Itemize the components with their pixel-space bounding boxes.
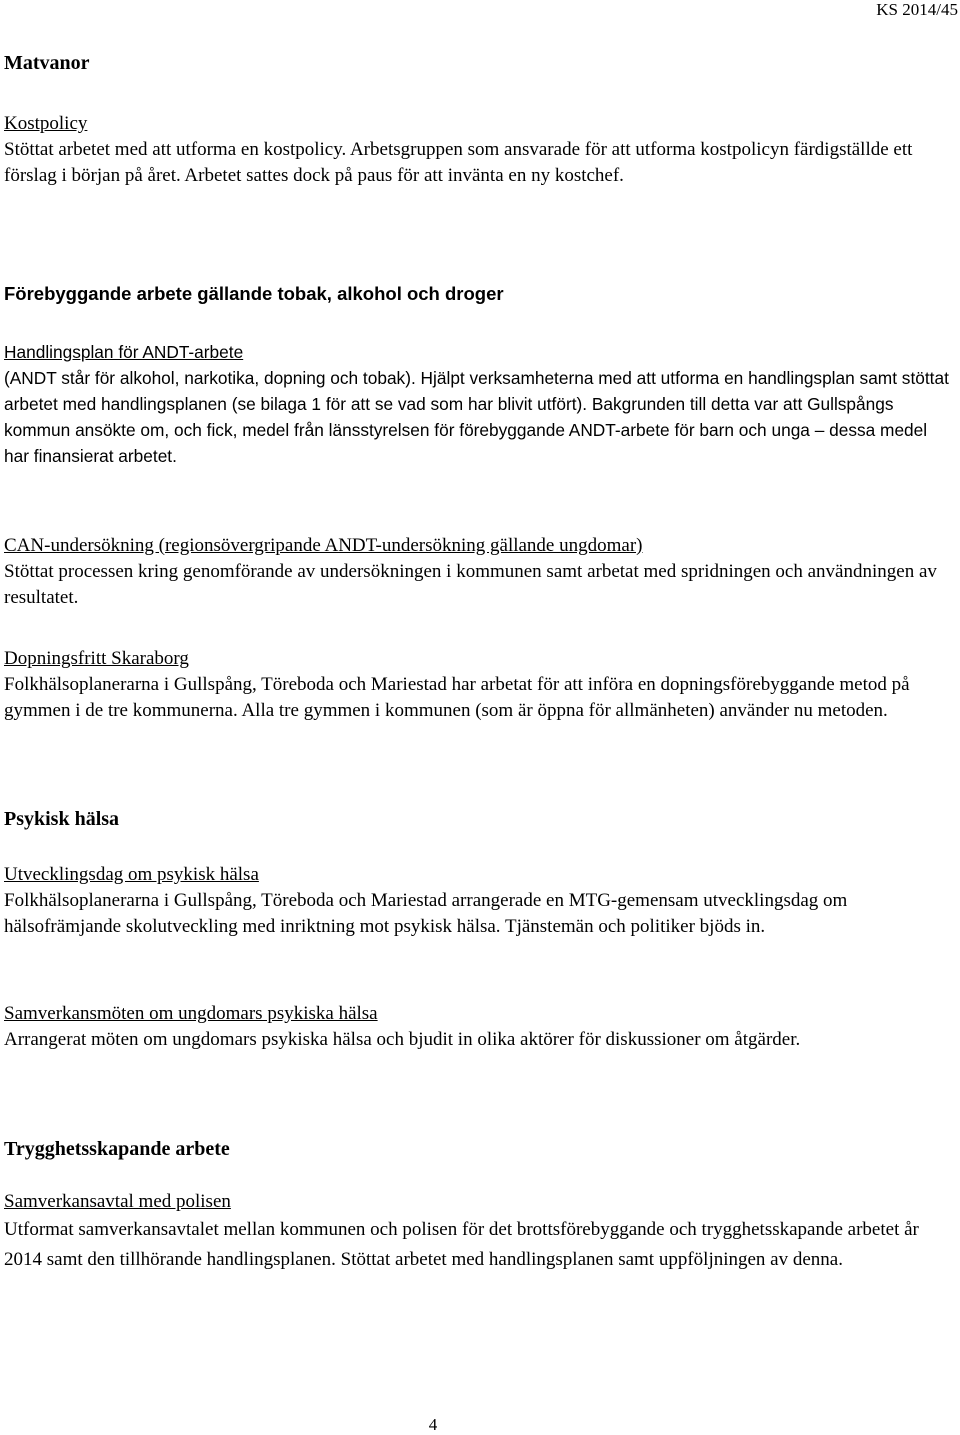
section-andt	[4, 281, 954, 469]
heading-matvanor: Matvanor	[4, 52, 90, 74]
subheading-dopning: Dopningsfritt Skaraborg	[4, 648, 189, 669]
section-utvecklingsdag	[4, 862, 954, 940]
subheading-utvecklingsdag: Utvecklingsdag om psykisk hälsa	[4, 864, 259, 885]
page-number: 4	[428, 1415, 438, 1434]
heading-psykisk-halsa: Psykisk hälsa	[4, 808, 120, 830]
heading-andt: Förebyggande arbete gällande tobak, alkohol och droger	[4, 283, 504, 304]
subheading-kostpolicy: Kostpolicy	[4, 113, 88, 134]
paragraph-samverkansavtal: Utformat samverkansavtalet mellan kommunen och polisen för det brottsförebyggande och trygghetsskapande arbetet år 2014 samt den tillhörande handlingsplanen. Stöttat arbetet med handlingsplanen samt uppföljningen av denna.	[4, 1219, 919, 1270]
paragraph-samverkansmoten: Arrangerat möten om ungdomars psykiska hälsa och bjudit in olika aktörer för diskussioner om åtgärder.	[4, 1029, 801, 1050]
document-reference: KS 2014/45	[876, 0, 958, 19]
paragraph-kostpolicy: Stöttat arbetet med att utforma en kostpolicy. Arbetsgruppen som ansvarade för att utforma kostpolicyn färdigställde ett förslag i början på året. Arbetet sattes dock på paus för att invänta en ny kostchef.	[4, 139, 913, 186]
section-samverkansmoten	[4, 1001, 954, 1053]
paragraph-handlingsplan: (ANDT står för alkohol, narkotika, dopning och tobak). Hjälpt verksamheterna med att utforma en handlingsplan samt stöttat arbetet med handlingsplanen (se bilaga 1 för att se vad som har blivit utfört). Bakgrunden till detta var att Gullspångs kommun ansökte om, och fick, medel från länsstyrelsen för förebyggande ANDT-arbete för barn och unga – dessa medel har finansierat arbetet.	[4, 368, 949, 466]
section-can	[4, 533, 954, 611]
paragraph-dopning: Folkhälsoplanerarna i Gullspång, Töreboda och Mariestad har arbetat för att införa en dopningsförebyggande metod på gymmen i de tre kommunerna. Alla tre gymmen i kommunen (som är öppna för allmänheten) använder nu metoden.	[4, 674, 910, 721]
section-samverkansavtal	[4, 1189, 954, 1275]
section-kostpolicy	[4, 111, 954, 189]
heading-trygghetsskapande: Trygghetsskapande arbete	[4, 1138, 230, 1160]
paragraph-utvecklingsdag: Folkhälsoplanerarna i Gullspång, Töreboda och Mariestad arrangerade en MTG-gemensam utvecklingsdag om hälsofrämjande skolutveckling med inriktning mot psykisk hälsa. Tjänstemän och politiker bjöds in.	[4, 890, 848, 937]
subheading-samverkansavtal: Samverkansavtal med polisen	[4, 1191, 231, 1212]
subheading-samverkansmoten: Samverkansmöten om ungdomars psykiska hälsa	[4, 1003, 378, 1024]
subheading-handlingsplan: Handlingsplan för ANDT-arbete	[4, 342, 244, 362]
paragraph-can: Stöttat processen kring genomförande av undersökningen i kommunen samt arbetat med spridningen och användningen av resultatet.	[4, 561, 937, 608]
section-dopning	[4, 646, 954, 724]
subheading-can: CAN-undersökning (regionsövergripande ANDT-undersökning gällande ungdomar)	[4, 535, 643, 556]
